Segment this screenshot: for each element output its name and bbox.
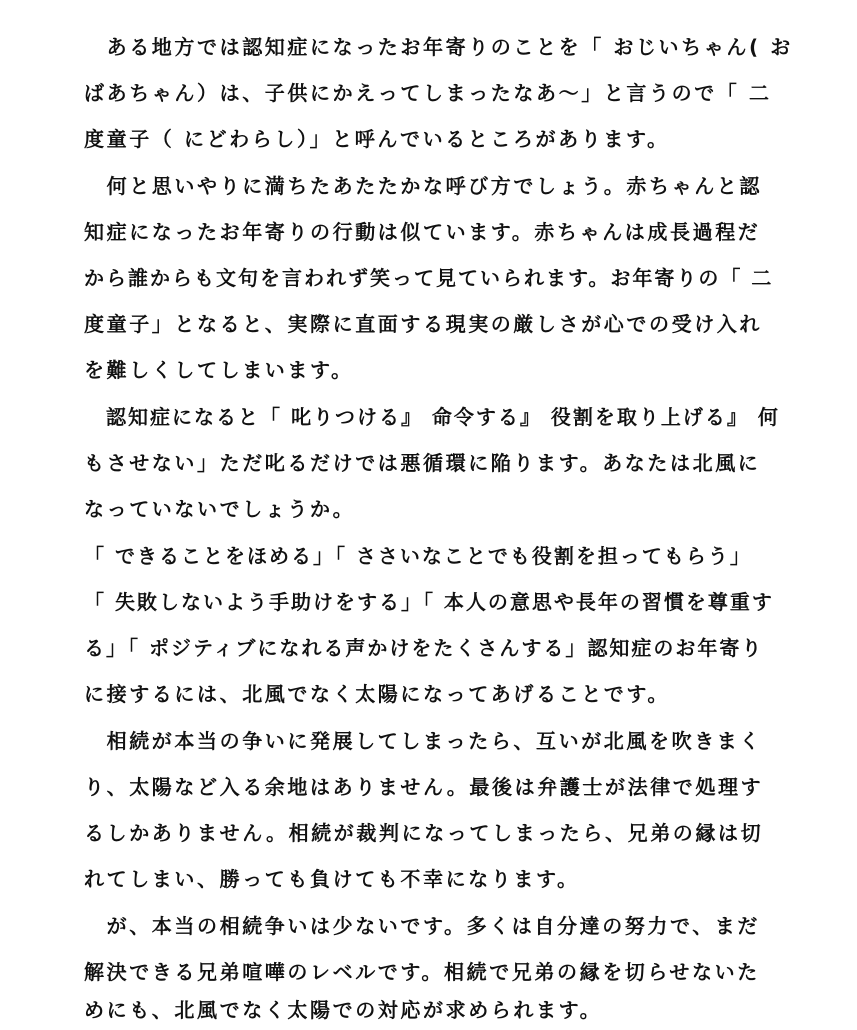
text-line: る」「 ポジティブになれる声かけをたくさんする」認知症のお年寄り bbox=[84, 636, 764, 660]
text-line: 認知症になると「 叱りつける』 命令する』 役割を取り上げる』 何 bbox=[84, 405, 780, 429]
text-line: もさせない」ただ叱るだけでは悪循環に陥ります。あなたは北風に bbox=[84, 451, 761, 475]
text-line: めにも、北風でなく太陽での対応が求められます。 bbox=[84, 998, 603, 1022]
text-line: 知症になったお年寄りの行動は似ています。赤ちゃんは成長過程だ bbox=[84, 220, 761, 244]
text-line: を難しくしてしまいます。 bbox=[84, 358, 354, 382]
text-line: り、太陽など入る余地はありません。最後は弁護士が法律で処理す bbox=[84, 775, 764, 799]
text-line: に接するには、北風でなく太陽になってあげることです。 bbox=[84, 682, 670, 706]
text-line: るしかありません。相続が裁判になってしまったら、兄弟の縁は切 bbox=[84, 821, 764, 845]
text-line: 度童子（ にどわらし）」と呼んでいるところがあります。 bbox=[84, 127, 670, 151]
text-line: から誰からも文句を言われず笑って見ていられます。お年寄りの「 二 bbox=[84, 266, 774, 290]
text-line: 相続が本当の争いに発展してしまったら、互いが北風を吹きまく bbox=[84, 729, 762, 753]
text-line: れてしまい、勝っても負けても不幸になります。 bbox=[84, 867, 580, 891]
text-line: なっていないでしょうか。 bbox=[84, 497, 356, 521]
text-line: 解決できる兄弟喧嘩のレベルです。相続で兄弟の縁を切らせないた bbox=[84, 960, 760, 984]
text-line: 「 失敗しないよう手助けをする」「 本人の意思や長年の習慣を尊重す bbox=[84, 590, 774, 614]
text-line: 何と思いやりに満ちたあたたかな呼び方でしょう。赤ちゃんと認 bbox=[84, 174, 762, 198]
text-line: ばあちゃん）は、子供にかえってしまったなあ～」と言うので「 二 bbox=[84, 81, 772, 105]
text-line: が、本当の相続争いは少ないです。多くは自分達の努力で、まだ bbox=[84, 914, 760, 938]
text-line: 「 できることをほめる」「 ささいなことでも役割を担ってもらう」 bbox=[84, 544, 752, 568]
text-line: ある地方では認知症になったお年寄りのことを「 おじいちゃん( お bbox=[84, 35, 793, 59]
text-line: 度童子」となると、実際に直面する現実の厳しさが心での受け入れ bbox=[84, 312, 762, 336]
